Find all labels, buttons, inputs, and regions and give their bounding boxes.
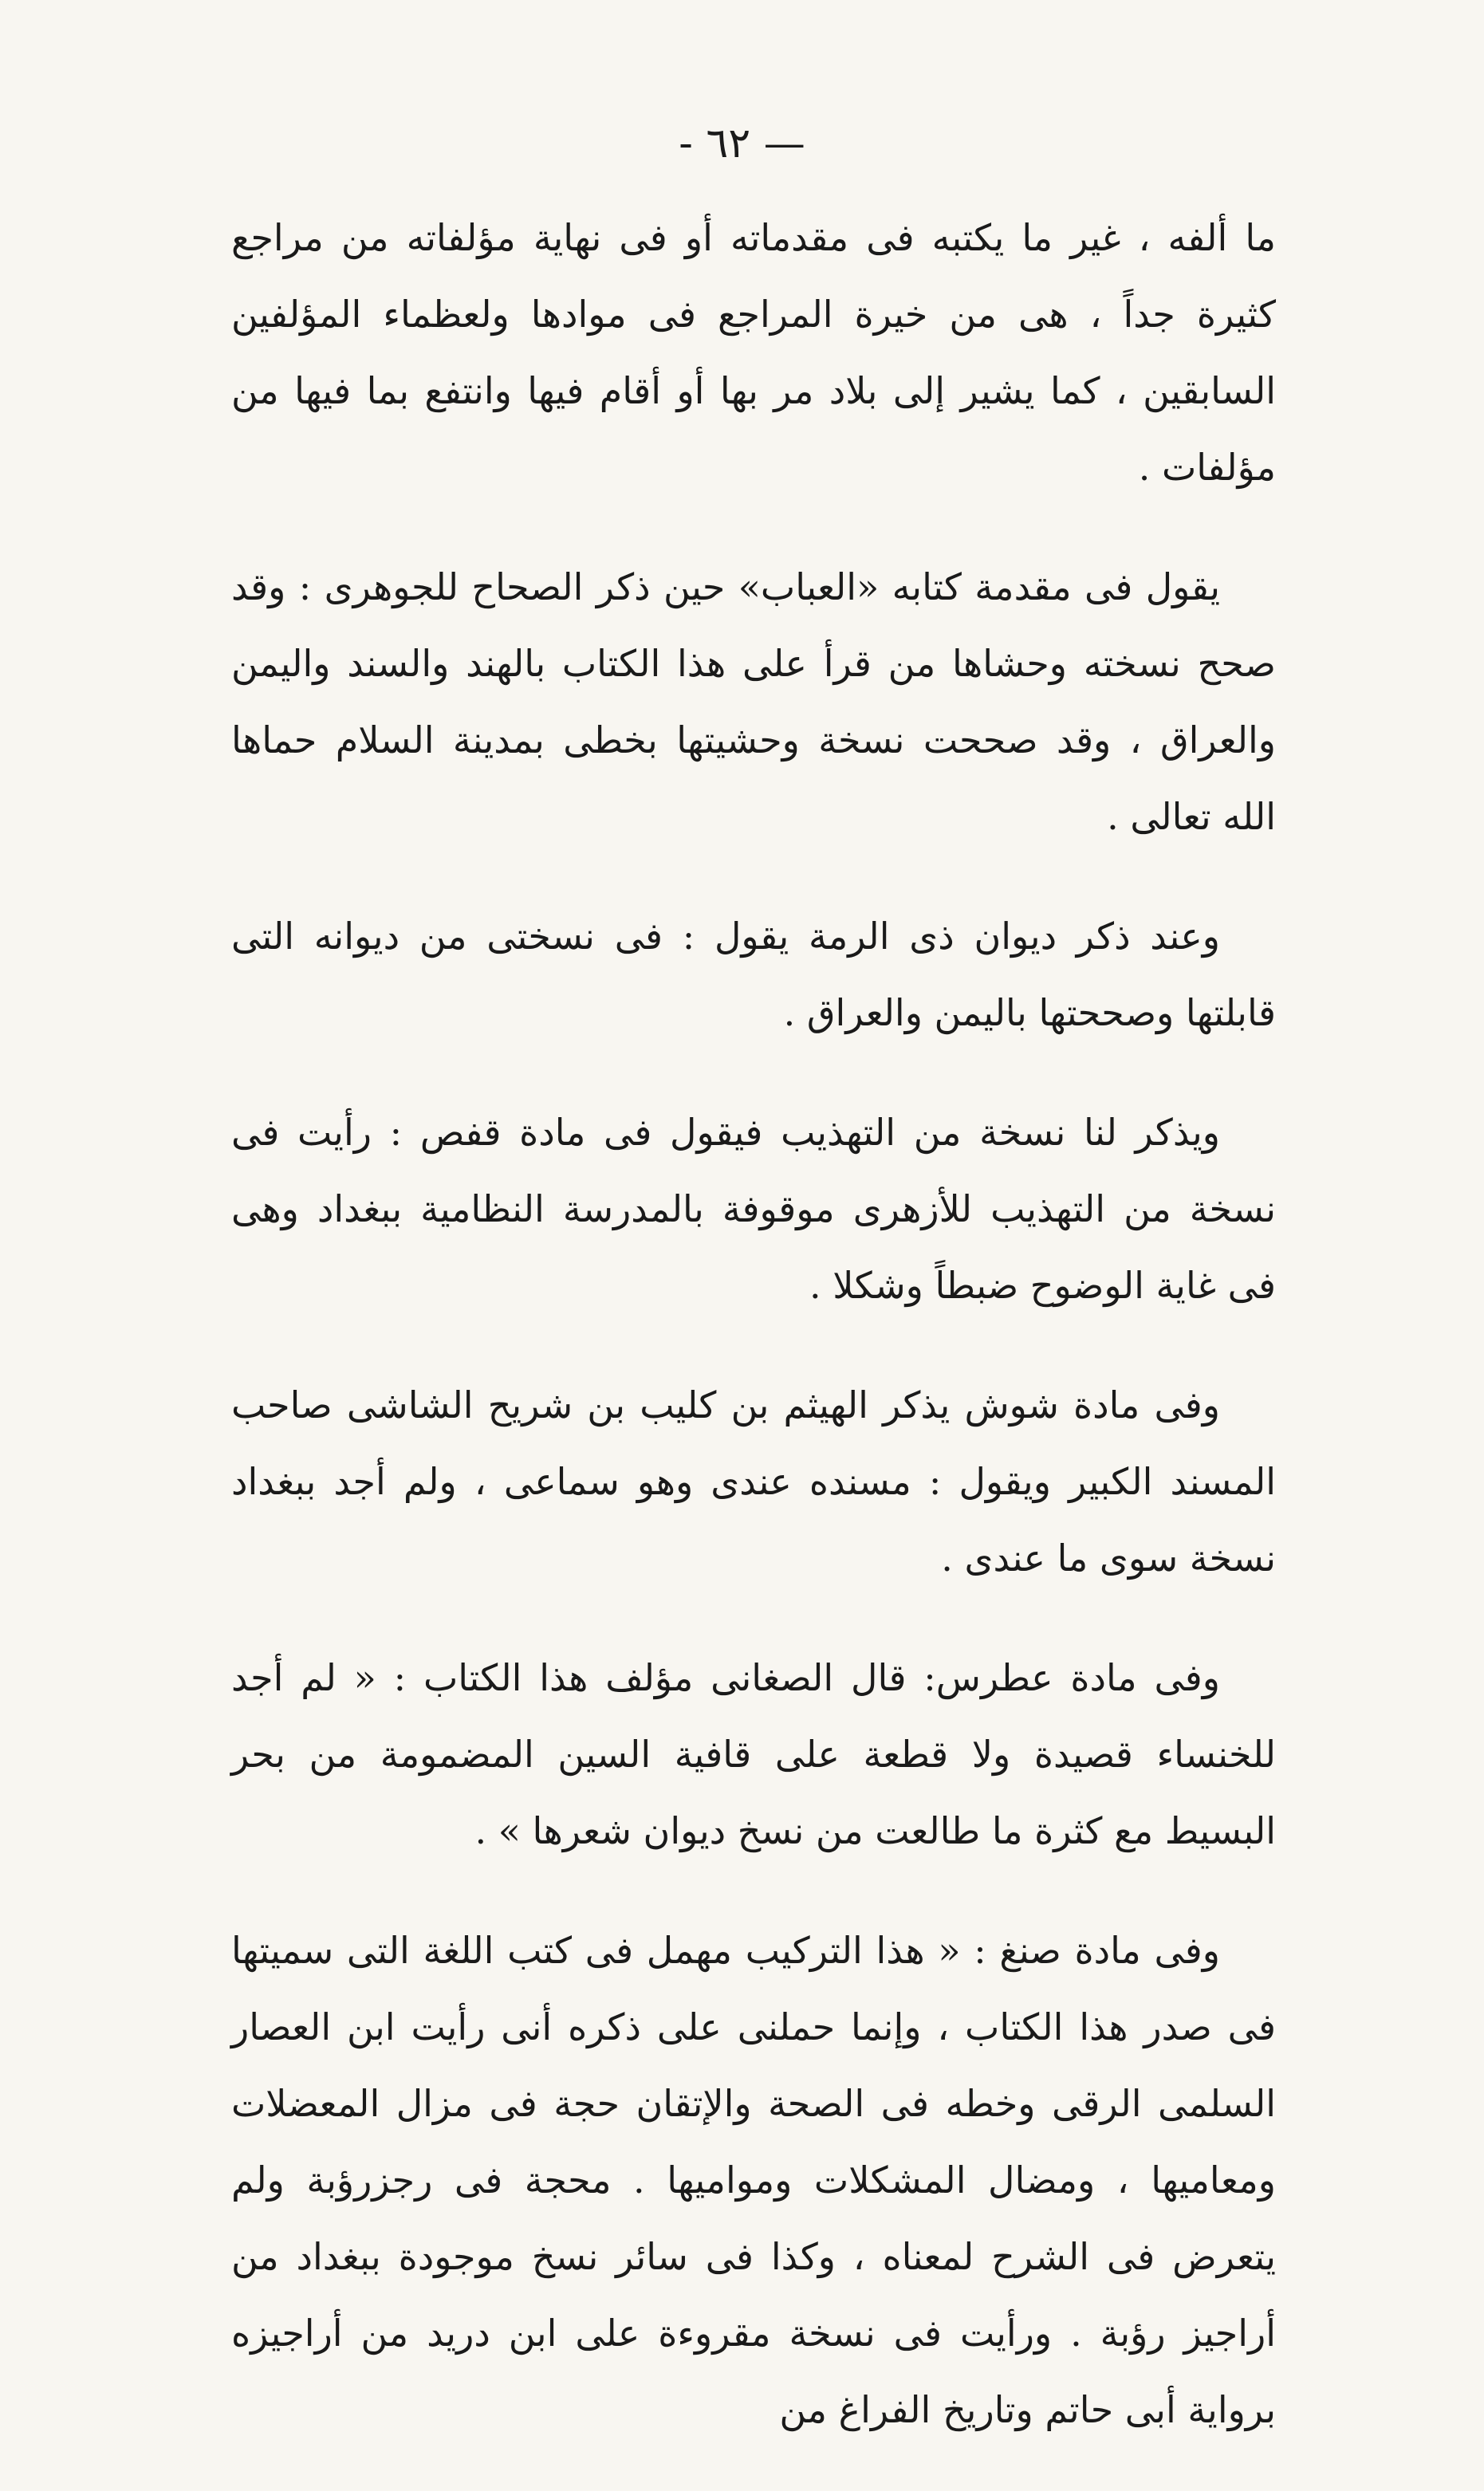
paragraph: وفى مادة عطرس: قال الصغانى مؤلف هذا الكتاب : « لم أجد للخنساء قصيدة ولا قطعة على قافية السين المضمومة من بحر البسيط مع كثرة ما طالعت من نسخ ديوان شعرها » . [231,1656,1276,1852]
paragraph: يقول فى مقدمة كتابه «العباب» حين ذكر الصحاح للجوهرى : وقد صحح نسخته وحشاها من قرأ على هذا الكتاب بالهند والسند واليمن والعراق ، وقد صححت نسخة وحشيتها بخطى بمدينة السلام حماها الله تعالى . [231,565,1276,838]
page-number: — ٦٢ - [679,120,805,167]
paragraph: وفى مادة صنغ : « هذا التركيب مهمل فى كتب اللغة التى سميتها فى صدر هذا الكتاب ، وإنما حملنى على ذكره أنى رأيت ابن العصار السلمى الرقى وخطه فى الصحة والإتقان حجة فى مزال المعضلات ومعاميها ، ومضال المشكلات ومواميها . محجة فى رجزرؤبة ولم يتعرض فى الشرح لمعناه ، وكذا فى سائر نسخ موجودة ببغداد من أراجيز رؤبة . ورأيت فى نسخة مقروءة على ابن دريد من أراجيزه برواية أبى حاتم وتاريخ الفراغ من [231,1929,1276,2431]
paragraph: وعند ذكر ديوان ذى الرمة يقول : فى نسختى من ديوانه التى قابلتها وصححتها باليمن والعراق . [231,915,1276,1034]
body-text [231,199,1276,2491]
paragraph: ويذكر لنا نسخة من التهذيب فيقول فى مادة قفص : رأيت فى نسخة من التهذيب للأزهرى موقوفة بالمدرسة النظامية ببغداد وهى فى غاية الوضوح ضبطاً وشكلا . [231,1111,1276,1307]
paragraph: وفى مادة شوش يذكر الهيثم بن كليب بن شريح الشاشى صاحب المسند الكبير ويقول : مسنده عندى وهو سماعى ، ولم أجد ببغداد نسخة سوى ما عندى . [231,1383,1276,1580]
paragraph: ما ألفه ، غير ما يكتبه فى مقدماته أو فى نهاية مؤلفاته من مراجع كثيرة جداً ، هى من خيرة المراجع فى موادها ولعظماء المؤلفين السابقين ، كما يشير إلى بلاد مر بها أو أقام فيها وانتفع بما فيها من مؤلفات . [231,216,1276,489]
